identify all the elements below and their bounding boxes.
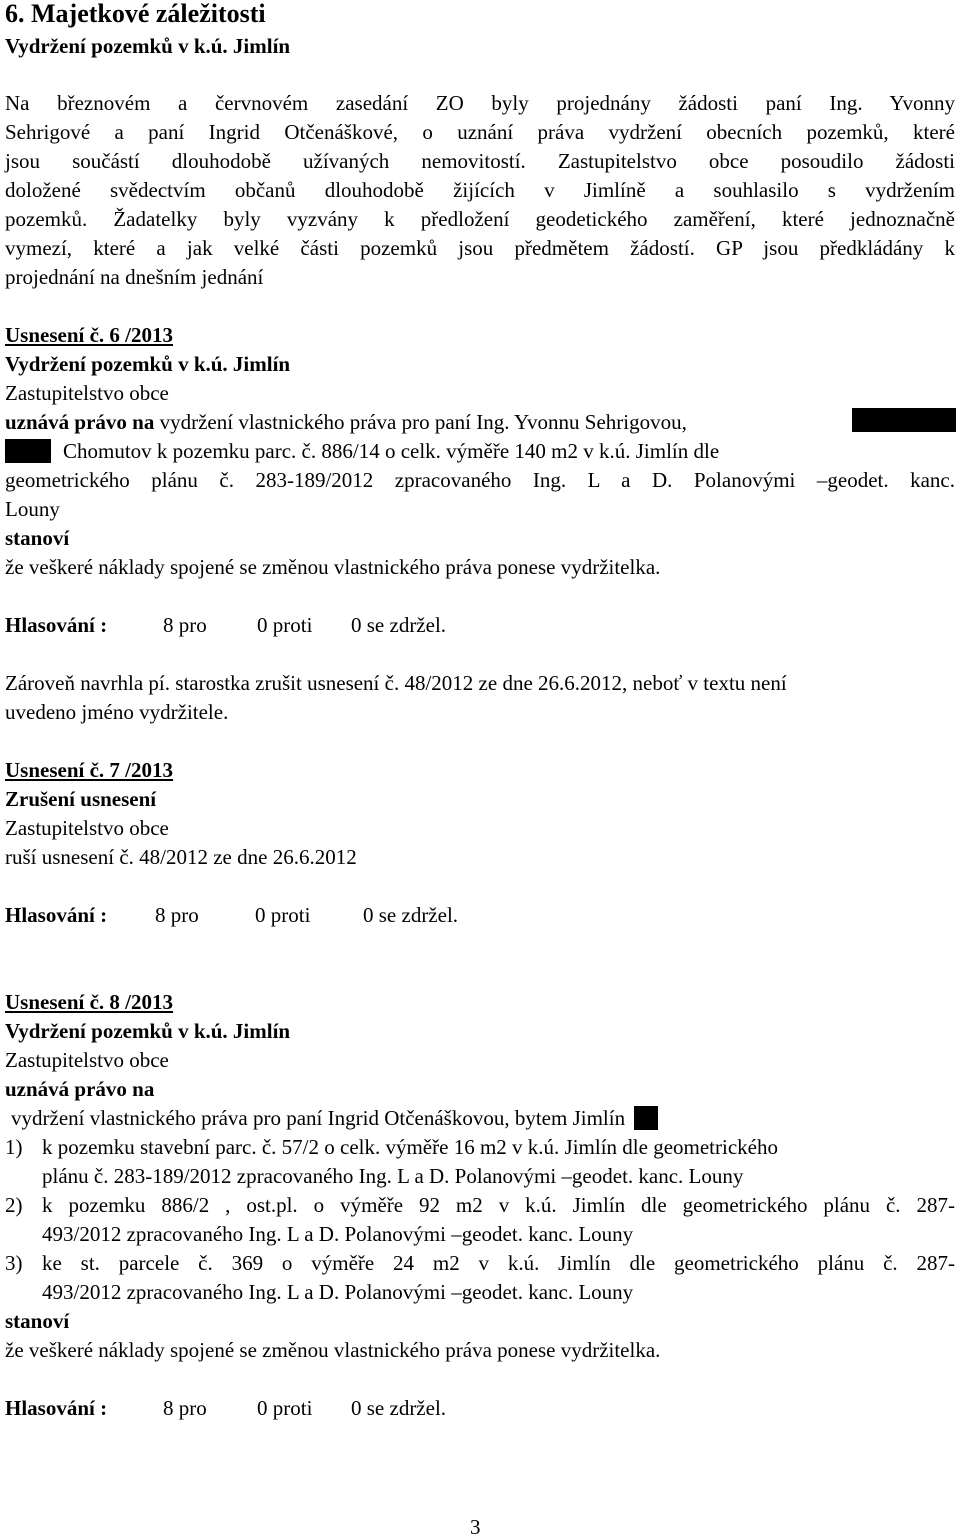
resolution-6-line2 <box>5 439 719 463</box>
item-line-a: ke st. parcele č. 369 o výměře 24 m2 v k.ú. Jimlín dle geometrického plánu č. 287- <box>42 1251 955 1275</box>
resolution-6-title: Vydržení pozemků v k.ú. Jimlín <box>5 352 291 376</box>
vote-pro: 8 pro <box>163 613 207 637</box>
note-line: Zároveň navrhla pí. starostka zrušit usnesení č. 48/2012 ze dne 26.6.2012, neboť v textu není <box>5 671 787 695</box>
page-number: 3 <box>470 1515 481 1539</box>
resolution-6-decision: že veškeré náklady spojené se změnou vlastnického práva ponese vydržitelka. <box>5 555 661 579</box>
item-line-a: k pozemku 886/2 , ost.pl. o výměře 92 m2 v k.ú. Jimlín dle geometrického plánu č. 287- <box>42 1193 955 1217</box>
resolution-7-body: Zastupitelstvo obce <box>5 816 169 840</box>
resolution-8-number: Usnesení č. 8 /2013 <box>5 990 173 1014</box>
item-number: 2) <box>5 1193 23 1217</box>
vote-proti: 0 proti <box>257 613 313 637</box>
redaction-block <box>852 408 956 432</box>
vote-zdrzel: 0 se zdržel. <box>351 613 447 637</box>
resolution-7-title: Zrušení usnesení <box>5 787 157 811</box>
resolution-8-decides: stanoví <box>5 1309 70 1333</box>
intro-line: pozemků. Žadatelky byly vyzvány k předložení geodetického zaměření, které jednoznačně <box>5 207 955 231</box>
resolution-8-decision: že veškeré náklady spojené se změnou vlastnického práva ponese vydržitelka. <box>5 1338 661 1362</box>
item-number: 1) <box>5 1135 23 1159</box>
resolution-6-number: Usnesení č. 6 /2013 <box>5 323 173 347</box>
resolution-8-line1 <box>11 1106 658 1130</box>
intro-line: doložené svědectvím občanů dlouhodobě žijících v Jimlíně a souhlasilo s vydržením <box>5 178 955 202</box>
note-line: uvedeno jméno vydržitele. <box>5 700 229 724</box>
section-heading: 6. Majetkové záležitosti <box>5 0 266 28</box>
vote-pro: 8 pro <box>155 903 199 927</box>
resolution-8-body: Zastupitelstvo obce <box>5 1048 169 1072</box>
redaction-block <box>634 1106 658 1130</box>
resolution-7-vote <box>5 903 458 927</box>
resolution-8-title: Vydržení pozemků v k.ú. Jimlín <box>5 1019 291 1043</box>
intro-line: jsou součástí dlouhodobě užívaných nemovitostí. Zastupitelstvo obce posoudilo žádosti <box>5 149 955 173</box>
item-line-b: 493/2012 zpracovaného Ing. L a D. Polanovými –geodet. kanc. Louny <box>42 1222 634 1246</box>
resolution-8-vote <box>5 1396 446 1420</box>
item-number: 3) <box>5 1251 23 1275</box>
resolution-6-line1 <box>5 410 687 434</box>
vote-label: Hlasování : <box>5 613 108 637</box>
redaction-block <box>5 439 51 463</box>
resolution-7-number: Usnesení č. 7 /2013 <box>5 758 173 782</box>
intro-line: vymezí, které a jak velké části pozemků jsou předmětem žádostí. GP jsou předkládány k <box>5 236 955 260</box>
vote-proti: 0 proti <box>255 903 311 927</box>
vote-label: Hlasování : <box>5 1396 108 1420</box>
section-subheading: Vydržení pozemků v k.ú. Jimlín <box>5 34 291 58</box>
intro-line: projednání na dnešním jednání <box>5 265 264 289</box>
resolution-6-line1-text: vydržení vlastnického práva pro paní Ing. Yvonnu Sehrigovou, <box>159 410 687 434</box>
resolution-8-lead: uznává právo na <box>5 1077 155 1101</box>
resolution-8-line1-text: vydržení vlastnického práva pro paní Ingrid Otčenáškovou, bytem Jimlín <box>11 1106 626 1130</box>
resolution-6-line3: geometrického plánu č. 283-189/2012 zpracovaného Ing. L a D. Polanovými –geodet. kanc. <box>5 468 955 492</box>
resolution-6-lead: uznává právo na <box>5 410 155 434</box>
resolution-6-body: Zastupitelstvo obce <box>5 381 169 405</box>
item-line-b: plánu č. 283-189/2012 zpracovaného Ing. L a D. Polanovými –geodet. kanc. Louny <box>42 1164 744 1188</box>
vote-proti: 0 proti <box>257 1396 313 1420</box>
item-line-a: k pozemku stavební parc. č. 57/2 o celk. výměře 16 m2 v k.ú. Jimlín dle geometrického <box>42 1135 778 1159</box>
resolution-7-line1: ruší usnesení č. 48/2012 ze dne 26.6.2012 <box>5 845 357 869</box>
resolution-6-vote <box>5 613 446 637</box>
vote-zdrzel: 0 se zdržel. <box>363 903 459 927</box>
intro-line: Sehrigové a paní Ingrid Otčenáškové, o uznání práva vydržení obecních pozemků, které <box>5 120 955 144</box>
resolution-6-decides: stanoví <box>5 526 70 550</box>
resolution-6-line4: Louny <box>5 497 60 521</box>
vote-pro: 8 pro <box>163 1396 207 1420</box>
vote-zdrzel: 0 se zdržel. <box>351 1396 447 1420</box>
intro-line: Na březnovém a červnovém zasedání ZO byly projednány žádosti paní Ing. Yvonny <box>5 91 955 115</box>
vote-label: Hlasování : <box>5 903 108 927</box>
item-line-b: 493/2012 zpracovaného Ing. L a D. Polanovými –geodet. kanc. Louny <box>42 1280 634 1304</box>
resolution-6-line2-text: Chomutov k pozemku parc. č. 886/14 o celk. výměře 140 m2 v k.ú. Jimlín dle <box>63 439 720 463</box>
